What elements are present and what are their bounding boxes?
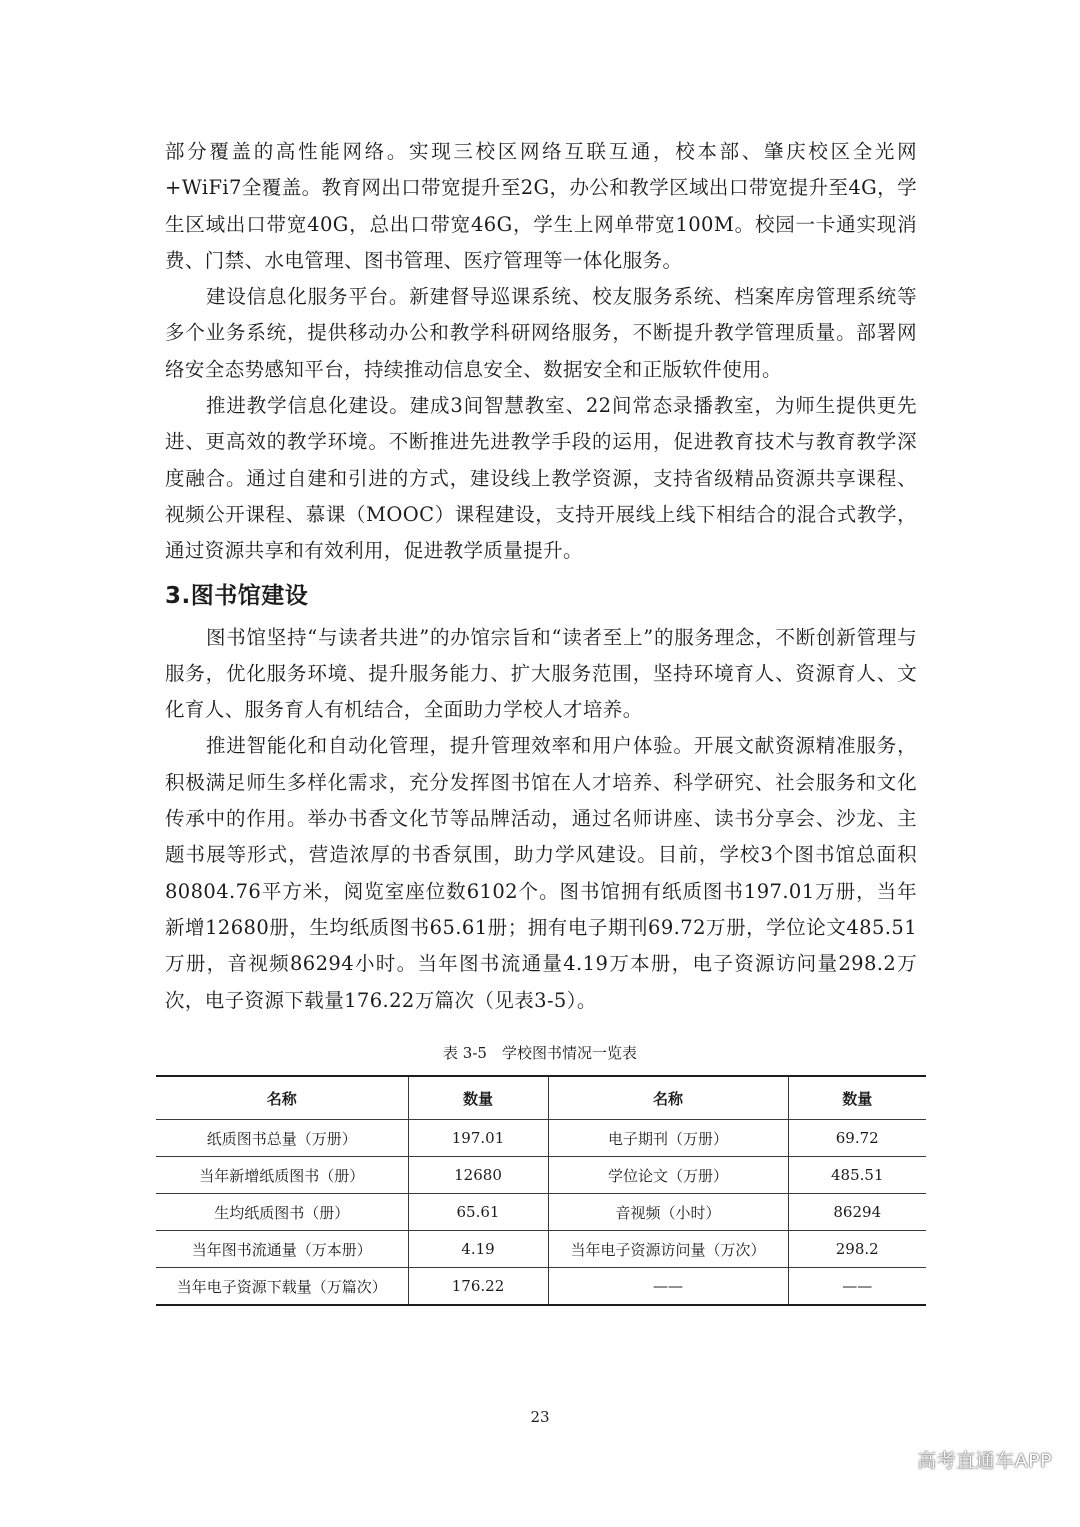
table-cell: 电子期刊（万册）: [548, 1120, 788, 1157]
paragraph: 图书馆坚持“与读者共进”的办馆宗旨和“读者至上”的服务理念，不断创新管理与服务，优化服务环境、提升服务能力、扩大服务范围，坚持环境育人、资源育人、文化育人、服务育人有机结合，全面助力学校人才培养。: [165, 625, 917, 722]
table-row: [156, 1194, 926, 1231]
table-cell: 生均纸质图书（册）: [156, 1194, 408, 1231]
page-number: 23: [530, 1408, 550, 1426]
table-cell: ——: [788, 1268, 926, 1306]
table-cell: 65.61: [408, 1194, 548, 1231]
table-cell: 音视频（小时）: [548, 1194, 788, 1231]
header-quantity: 数量: [788, 1076, 926, 1120]
table-cell: 当年电子资源下载量（万篇次）: [156, 1268, 408, 1306]
paragraph: 部分覆盖的高性能网络。实现三校区网络互联互通，校本部、肇庆校区全光网+WiFi7全覆盖。教育网出口带宽提升至2G，办公和教学区域出口带宽提升至4G，学生区域出口带宽40G，总出口带宽46G，学生上网单带宽100M。校园一卡通实现消费、门禁、水电管理、图书管理、医疗管理等一体化服务。: [165, 140, 917, 272]
table-cell: 86294: [788, 1194, 926, 1231]
table-header-row: [156, 1076, 926, 1120]
table-cell: 298.2: [788, 1231, 926, 1268]
paragraph: 建设信息化服务平台。新建督导巡课系统、校友服务系统、档案库房管理系统等多个业务系统，提供移动办公和教学科研网络服务，不断提升教学管理质量。部署网络安全态势感知平台，持续推动信息安全、数据安全和正版软件使用。: [165, 285, 917, 381]
table-cell: 纸质图书总量（万册）: [156, 1120, 408, 1157]
table-cell: 学位论文（万册）: [548, 1157, 788, 1194]
library-table: [156, 1075, 926, 1306]
table-cell: ——: [548, 1268, 788, 1306]
table-row: [156, 1120, 926, 1157]
header-name: 名称: [548, 1076, 788, 1120]
table-cell: 176.22: [408, 1268, 548, 1306]
paragraph: 推进教学信息化建设。建成3间智慧教室、22间常态录播教室，为师生提供更先进、更高效的教学环境。不断推进先进教学手段的运用，促进教育技术与教育教学深度融合。通过自建和引进的方式，建设线上教学资源，支持省级精品资源共享课程、视频公开课程、慕课（MOOC）课程建设，支持开展线上线下相结合的混合式教学，通过资源共享和有效利用，促进教学质量提升。: [165, 394, 917, 563]
watermark: 高考直通车APP: [917, 1450, 1052, 1472]
table-row: [156, 1157, 926, 1194]
table-cell: 当年新增纸质图书（册）: [156, 1157, 408, 1194]
header-name: 名称: [156, 1076, 408, 1120]
table-cell: 197.01: [408, 1120, 548, 1157]
section-heading: 3.图书馆建设: [165, 582, 309, 609]
body-text: [165, 134, 917, 1019]
table-cell: 当年图书流通量（万本册）: [156, 1231, 408, 1268]
table-cell: 69.72: [788, 1120, 926, 1157]
table-cell: 4.19: [408, 1231, 548, 1268]
table-cell: 485.51: [788, 1157, 926, 1194]
table-row: [156, 1268, 926, 1306]
table-caption: 表 3-5 学校图书情况一览表: [443, 1044, 637, 1062]
table-cell: 当年电子资源访问量（万次）: [548, 1231, 788, 1268]
header-quantity: 数量: [408, 1076, 548, 1120]
table-row: [156, 1231, 926, 1268]
paragraph: 推进智能化和自动化管理，提升管理效率和用户体验。开展文献资源精准服务，积极满足师生多样化需求，充分发挥图书馆在人才培养、科学研究、社会服务和文化传承中的作用。举办书香文化节等品牌活动，通过名师讲座、读书分享会、沙龙、主题书展等形式，营造浓厚的书香氛围，助力学风建设。目前，学校3个图书馆总面积80804.76平方米，阅览室座位数6102个。图书馆拥有纸质图书197.01万册，当年新增12680册，生均纸质图书65.61册；拥有电子期刊69.72万册，学位论文485.51万册，音视频86294小时。当年图书流通量4.19万本册，电子资源访问量298.2万次，电子资源下载量176.22万篇次（见表3-5）。: [165, 734, 917, 1012]
table-cell: 12680: [408, 1157, 548, 1194]
